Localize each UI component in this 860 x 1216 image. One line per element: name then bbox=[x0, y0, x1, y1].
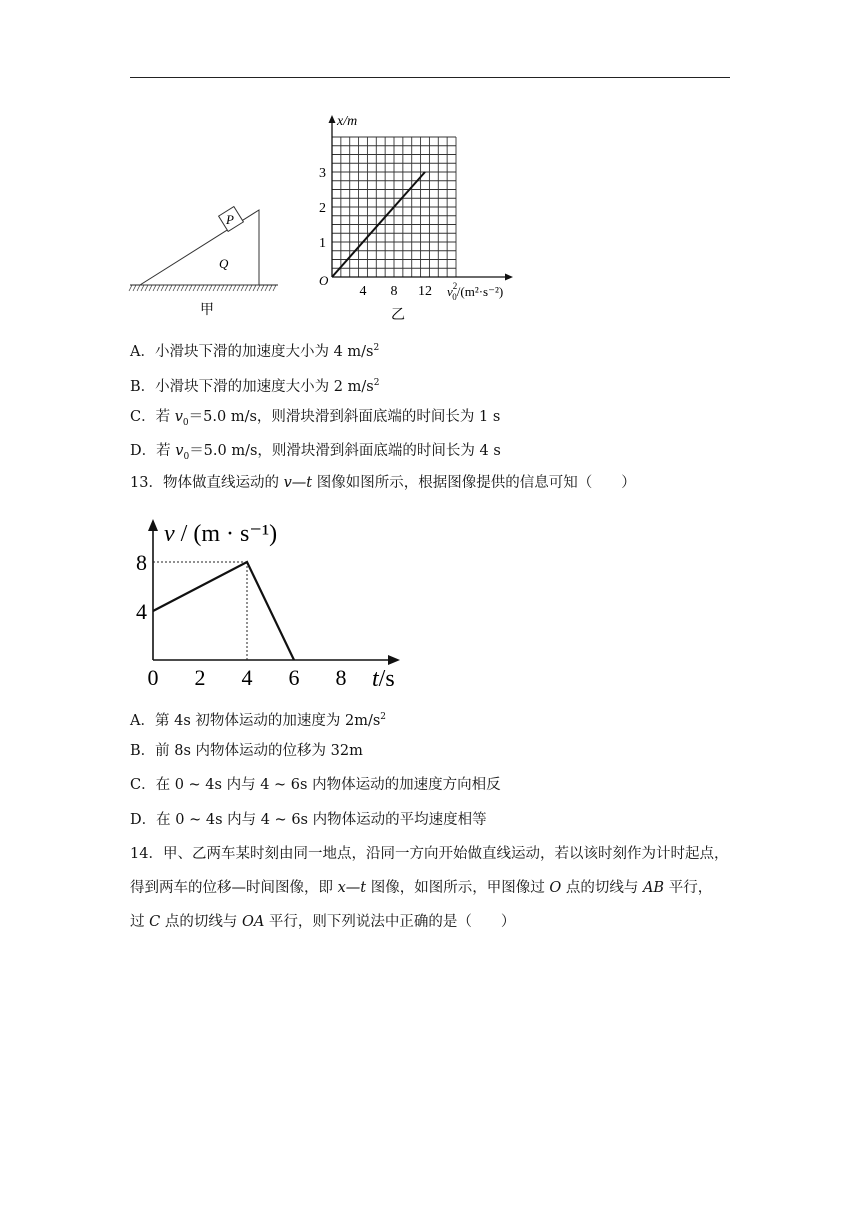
q13-stem-post: 图像如图所示，根据图像提供的信息可知（ ） bbox=[312, 475, 636, 491]
q14-line-2 bbox=[130, 878, 712, 898]
vt-guides bbox=[153, 562, 247, 660]
hatch-mark bbox=[237, 285, 240, 291]
q14-var: C bbox=[149, 914, 161, 930]
hatch-mark bbox=[145, 285, 148, 291]
y-tick-label: 1 bbox=[319, 236, 326, 251]
option-letter: C． bbox=[130, 409, 156, 425]
option-sub: 0 bbox=[183, 451, 190, 462]
block-label: P bbox=[226, 212, 234, 227]
option-sup: 2 bbox=[373, 343, 380, 353]
vt-x-tick-label: 0 bbox=[147, 665, 159, 690]
q13-stem-pre: 13．物体做直线运动的 bbox=[130, 475, 284, 491]
hatch-mark bbox=[221, 285, 224, 291]
hatch-mark bbox=[193, 285, 196, 291]
option-letter: B． bbox=[130, 743, 156, 759]
vt-x-axis-arrow bbox=[388, 655, 400, 665]
q14-text: 得到两车的位移—时间图像，即 bbox=[130, 880, 338, 896]
q14-text: 点的切线与 bbox=[160, 914, 242, 930]
q13-stem bbox=[130, 473, 636, 493]
hatch-mark bbox=[269, 285, 272, 291]
hatch-mark bbox=[233, 285, 236, 291]
option-letter: B． bbox=[130, 378, 156, 395]
hatch-mark bbox=[241, 285, 244, 291]
vt-y-ticks bbox=[136, 550, 147, 624]
figure-yi bbox=[310, 108, 536, 324]
q14-text: 14．甲、乙两车某时刻由同一地点，沿同一方向开始做直线运动，若以该时刻作为计时起点， bbox=[130, 846, 729, 862]
hatch-mark bbox=[133, 285, 136, 291]
hatch-mark bbox=[137, 285, 140, 291]
q14-var: x—t bbox=[337, 880, 367, 896]
y-tick-label: 2 bbox=[319, 201, 326, 216]
hatch-mark bbox=[153, 285, 156, 291]
hatch-mark bbox=[177, 285, 180, 291]
option-sub: 0 bbox=[182, 417, 189, 428]
vt-y-unit: / (m · s⁻¹) bbox=[174, 521, 278, 547]
vt-x-var: t bbox=[372, 666, 379, 692]
header-rule bbox=[130, 77, 730, 78]
option-text: 在 0 ~ 4s 内与 4 ~ 6s 内物体运动的加速度方向相反 bbox=[155, 777, 501, 793]
vt-y-tick-label: 8 bbox=[136, 550, 147, 575]
hatch-mark bbox=[197, 285, 200, 291]
hatch-mark bbox=[205, 285, 208, 291]
hatch-mark bbox=[189, 285, 192, 291]
hatch-mark bbox=[141, 285, 144, 291]
hatch-mark bbox=[161, 285, 164, 291]
y-tick-label: 3 bbox=[319, 166, 326, 181]
q14-var: AB bbox=[642, 880, 665, 896]
hatch-mark bbox=[217, 285, 220, 291]
q14-text: 图像，如图所示，甲图像过 bbox=[366, 880, 550, 896]
ground-hatch bbox=[129, 285, 276, 291]
vt-y-var: v bbox=[164, 521, 175, 547]
vt-x-tick-label: 6 bbox=[288, 665, 300, 690]
option-sup: 2 bbox=[373, 378, 380, 388]
hatch-mark bbox=[201, 285, 204, 291]
yi-origin: O bbox=[319, 273, 329, 288]
figure-jia bbox=[128, 196, 280, 322]
option-var: v bbox=[175, 443, 184, 459]
option-text: 前 8s 内物体运动的位移为 32m bbox=[155, 743, 363, 759]
hatch-mark bbox=[181, 285, 184, 291]
option-letter: A． bbox=[130, 712, 155, 729]
hatch-mark bbox=[225, 285, 228, 291]
hatch-mark bbox=[129, 285, 132, 291]
q14-text: 平行， bbox=[664, 880, 713, 896]
option-text: 在 0 ~ 4s 内与 4 ~ 6s 内物体运动的平均速度相等 bbox=[156, 812, 487, 828]
option-post: ＝5.0 m/s，则滑块滑到斜面底端的时间长为 4 s bbox=[189, 443, 501, 459]
vt-y-axis-arrow bbox=[148, 519, 158, 531]
hatch-mark bbox=[185, 285, 188, 291]
option-var: v bbox=[174, 409, 183, 425]
option-text: 小滑块下滑的加速度大小为 2 m/s bbox=[155, 378, 374, 395]
hatch-mark bbox=[157, 285, 160, 291]
option-text: 第 4s 初物体运动的加速度为 2m/s bbox=[154, 712, 381, 729]
hatch-mark bbox=[245, 285, 248, 291]
vt-x-tick-label: 4 bbox=[241, 665, 253, 690]
option-letter: C． bbox=[130, 777, 156, 793]
option-letter: D． bbox=[130, 812, 157, 828]
yi-x-var: v bbox=[447, 284, 453, 299]
vt-x-axis-label bbox=[372, 666, 395, 692]
q13-stem-var: v—t bbox=[283, 475, 313, 491]
wedge-label: Q bbox=[219, 256, 229, 271]
caption-jia: 甲 bbox=[200, 303, 214, 318]
vt-x-unit: /s bbox=[378, 666, 395, 692]
q14-line-3 bbox=[130, 912, 515, 932]
hatch-mark bbox=[253, 285, 256, 291]
yi-x-unit: /(m²·s⁻²) bbox=[456, 284, 504, 299]
option-post: ＝5.0 m/s，则滑块滑到斜面底端的时间长为 1 s bbox=[188, 409, 501, 425]
yi-x-sub: 0 bbox=[452, 292, 457, 302]
q14-var: OA bbox=[241, 914, 265, 930]
hatch-mark bbox=[257, 285, 260, 291]
yi-x-ticks bbox=[360, 284, 433, 299]
q14-var: O bbox=[549, 880, 562, 896]
option-sup: 2 bbox=[380, 712, 387, 722]
vt-y-tick-label: 4 bbox=[136, 599, 147, 624]
q12-option-c bbox=[130, 407, 500, 433]
q12-option-d bbox=[130, 441, 501, 467]
vt-series-line bbox=[153, 562, 294, 660]
q14-text: 点的切线与 bbox=[561, 880, 643, 896]
hatch-mark bbox=[165, 285, 168, 291]
hatch-mark bbox=[173, 285, 176, 291]
option-letter: A． bbox=[130, 343, 155, 360]
option-text: 小滑块下滑的加速度大小为 4 m/s bbox=[154, 343, 374, 360]
x-tick-label: 8 bbox=[390, 284, 398, 299]
x-axis-arrow bbox=[505, 274, 513, 281]
y-axis-arrow bbox=[329, 115, 336, 123]
yi-x-sup: 2 bbox=[452, 281, 458, 291]
option-pre: 若 bbox=[155, 409, 175, 425]
option-pre: 若 bbox=[156, 443, 176, 459]
hatch-mark bbox=[209, 285, 212, 291]
yi-x-axis-label bbox=[447, 281, 503, 302]
yi-y-ticks bbox=[319, 166, 326, 251]
hatch-mark bbox=[265, 285, 268, 291]
q13-option-a bbox=[130, 707, 386, 731]
q14-text: 平行，则下列说法中正确的是（ ） bbox=[264, 914, 516, 930]
q13-option-c bbox=[130, 775, 501, 795]
vt-x-tick-label: 2 bbox=[194, 665, 206, 690]
hatch-mark bbox=[249, 285, 252, 291]
q13-option-b bbox=[130, 741, 363, 761]
x-tick-label: 12 bbox=[418, 284, 432, 299]
q12-option-a bbox=[130, 338, 379, 362]
x-tick-label: 4 bbox=[359, 284, 367, 299]
q14-text: 过 bbox=[130, 914, 150, 930]
option-letter: D． bbox=[130, 443, 157, 459]
hatch-mark bbox=[213, 285, 216, 291]
hatch-mark bbox=[169, 285, 172, 291]
hatch-mark bbox=[261, 285, 264, 291]
vt-y-axis-label bbox=[164, 521, 277, 547]
yi-y-axis-label: x/m bbox=[337, 114, 358, 129]
caption-yi: 乙 bbox=[391, 308, 405, 323]
hatch-mark bbox=[229, 285, 232, 291]
vt-x-ticks bbox=[148, 665, 347, 690]
hatch-mark bbox=[149, 285, 152, 291]
q14-line-1 bbox=[130, 844, 728, 864]
q13-option-d bbox=[130, 810, 487, 830]
q12-option-b bbox=[130, 373, 379, 397]
figure-vt bbox=[128, 505, 412, 695]
vt-x-tick-label: 8 bbox=[335, 665, 347, 690]
hatch-mark bbox=[273, 285, 276, 291]
